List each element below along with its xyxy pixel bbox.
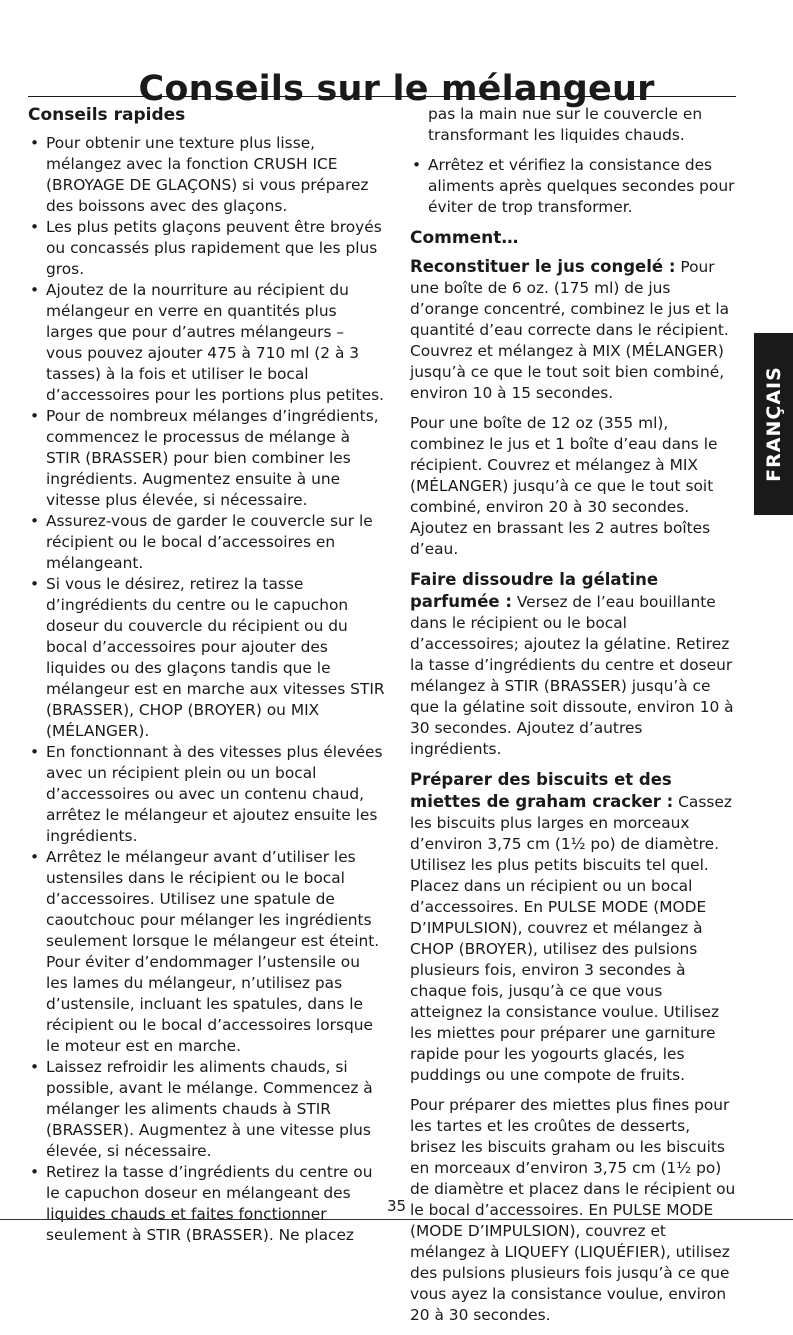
tip-item: • Laissez refroidir les aliments chauds, si possible, avant le mélange. Commencez à mélanger les aliments chauds à STIR (BRASSER). Augmentez à une vitesse plus élevée, si nécessaire. bbox=[28, 1057, 385, 1162]
language-tab-label: FRANÇAIS bbox=[762, 366, 785, 482]
howto-text: Pour une boîte de 12 oz (355 ml), combinez le jus et 1 boîte d’eau dans le récipient. Couvrez et mélangez à MIX (MÉLANGER) jusqu’à ce que le tout soit combiné, environ 20 à 30 secondes. Ajoutez en brassant les 2 autres boîtes d’eau. bbox=[410, 414, 718, 558]
tip-item: • Les plus petits glaçons peuvent être broyés ou concassés plus rapidement que les plus gros. bbox=[28, 217, 385, 280]
howto-text: Pour une boîte de 6 oz. (175 ml) de jus d’orange concentré, combinez le jus et la quantité d’eau correcte dans le récipient. Couvrez et mélangez à MIX (MÉLANGER) jusqu’à ce que le tout soit bien combiné, environ 10 à 15 secondes. bbox=[410, 258, 730, 402]
tip-continuation: pas la main nue sur le couvercle en transformant les liquides chauds. bbox=[428, 105, 703, 144]
right-column bbox=[410, 104, 738, 1335]
quick-tips-list-continued bbox=[410, 155, 738, 218]
howto-lead: Préparer des biscuits et des miettes de graham cracker : bbox=[410, 770, 674, 811]
tip-item: • Arrêtez le mélangeur avant d’utiliser les ustensiles dans le récipient ou le bocal d’accessoires. Utilisez une spatule de caoutchouc pour mélanger les ingrédients seulement lorsque le mélangeur est éteint. Pour éviter d’endommager l’ustensile ou les lames du mélangeur, n’utilisez pas d’ustensile, incluant les spatules, dans le récipient ou le bocal d’accessoires lorsque le moteur est en marche. bbox=[28, 847, 385, 1057]
title-divider bbox=[28, 96, 736, 97]
tip-item: • Pour obtenir une texture plus lisse, mélangez avec la fonction CRUSH ICE (BROYAGE DE GLAÇONS) si vous préparez des boissons avec des glaçons. bbox=[28, 133, 385, 217]
language-tab bbox=[754, 333, 793, 515]
quick-tips-list bbox=[28, 133, 385, 1246]
quick-tips-heading: Conseils rapides bbox=[28, 105, 186, 125]
howto-text: Cassez les biscuits plus larges en morceaux d’environ 3,75 cm (1½ po) de diamètre. Utilisez les plus petits biscuits tel quel. Placez dans un récipient ou un bocal d’accessoires. En PULSE MODE (MODE D’IMPULSION), couvrez et mélangez à CHOP (BROYER), utilisez des pulsions plusieurs fois, environ 3 secondes à chaque fois, jusqu’à ce que vous atteignez la consistance voulue. Utilisez les miettes pour préparer une garniture rapide pour les yogourts glacés, les puddings ou une compote de fruits. bbox=[410, 793, 732, 1084]
left-column bbox=[28, 104, 385, 1246]
howto-text: Versez de l’eau bouillante dans le récipient ou le bocal d’accessoires; ajoutez la gélatine. Retirez la tasse d’ingrédients du centre et doseur mélangez à STIR (BRASSER) jusqu’à ce que la gélatine soit dissoute, environ 10 à 30 secondes. Ajoutez d’autres ingrédients. bbox=[410, 593, 734, 758]
tip-item: • Assurez-vous de garder le couvercle sur le récipient ou le bocal d’accessoires en mélangeant. bbox=[28, 511, 385, 574]
tip-item: • Si vous le désirez, retirez la tasse d’ingrédients du centre ou le capuchon doseur du couvercle du récipient ou du bocal d’accessoires pour ajouter des liquides ou des glaçons tandis que le mélangeur est en marche aux vitesses STIR (BRASSER), CHOP (BROYER) ou MIX (MÉLANGER). bbox=[28, 574, 385, 742]
bottom-divider bbox=[0, 1219, 793, 1220]
page-number: 35 bbox=[386, 1197, 407, 1215]
howto-lead: Faire dissoudre la gélatine parfumée : bbox=[410, 570, 659, 611]
howto-frozen-juice-large bbox=[410, 413, 738, 560]
tip-item: • Pour de nombreux mélanges d’ingrédients, commencez le processus de mélange à STIR (BRASSER) pour bien combiner les ingrédients. Augmentez ensuite à une vitesse plus élevée, si nécessaire. bbox=[28, 406, 385, 511]
how-to-heading: Comment… bbox=[410, 228, 519, 248]
howto-gelatin bbox=[410, 569, 738, 760]
howto-lead: Reconstituer le jus congelé : bbox=[410, 257, 676, 276]
tip-item: • Retirez la tasse d’ingrédients du centre ou le capuchon doseur en mélangeant des liquides chauds et faites fonctionner seulement à STIR (BRASSER). Ne placez bbox=[28, 1162, 385, 1246]
howto-text: Pour préparer des miettes plus fines pour les tartes et les croûtes de desserts, brisez les biscuits graham ou les biscuits en morceaux d’environ 3,75 cm (1½ po) de diamètre et placez dans le récipient ou le bocal d’accessoires. En PULSE MODE (MODE D’IMPULSION), couvrez et mélangez à LIQUEFY (LIQUÉFIER), utilisez des pulsions plusieurs fois jusqu’à ce que vous ayez la consistance voulue, environ 20 à 30 secondes. bbox=[410, 1096, 736, 1324]
tip-item: • Arrêtez et vérifiez la consistance des aliments après quelques secondes pour éviter de trop transformer. bbox=[410, 155, 738, 218]
howto-crumbs bbox=[410, 769, 738, 1086]
howto-frozen-juice bbox=[410, 256, 738, 404]
tip-item: • En fonctionnant à des vitesses plus élevées avec un récipient plein ou un bocal d’accessoires ou avec un contenu chaud, arrêtez le mélangeur et ajoutez ensuite les ingrédients. bbox=[28, 742, 385, 847]
tip-item: • Ajoutez de la nourriture au récipient du mélangeur en verre en quantités plus larges que pour d’autres mélangeurs – vous pouvez ajouter 475 à 710 ml (2 à 3 tasses) à la fois et utiliser le bocal d’accessoires pour les portions plus petites. bbox=[28, 280, 385, 406]
page-title: Conseils sur le mélangeur bbox=[138, 69, 655, 110]
